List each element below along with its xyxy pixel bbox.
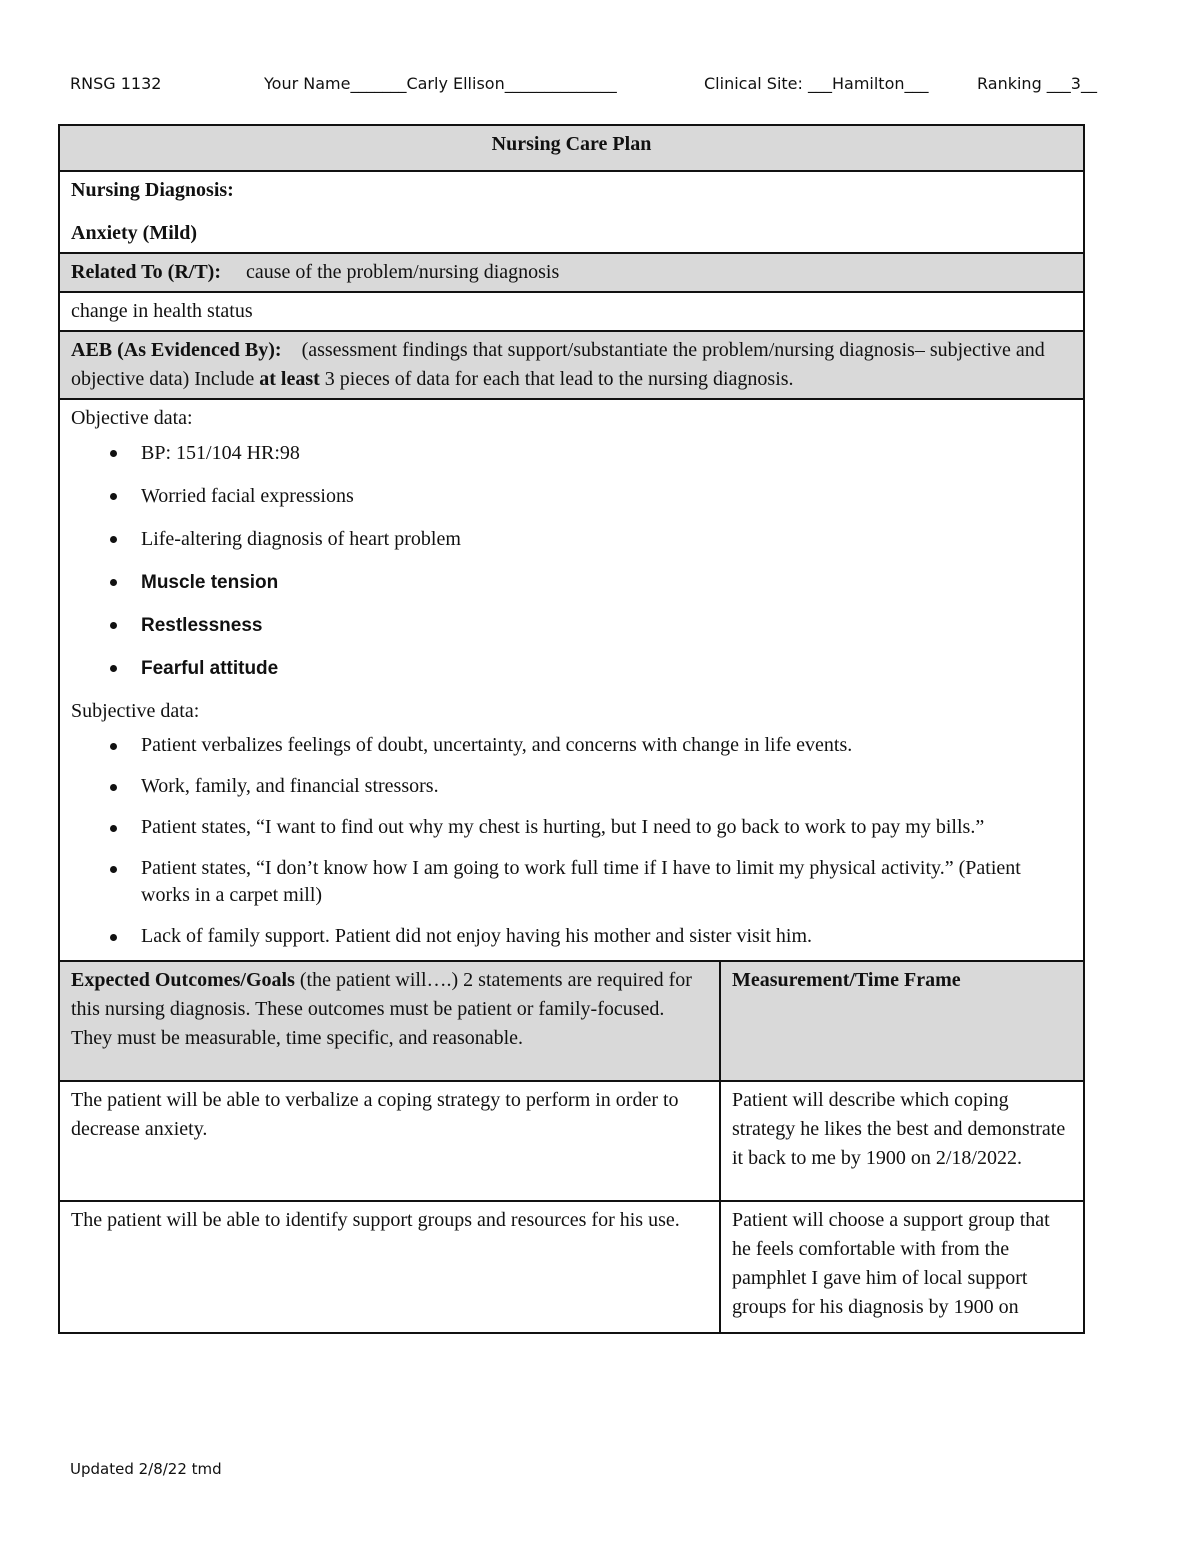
aeb-header xyxy=(59,331,1084,399)
list-item: Worried facial expressions xyxy=(141,482,1072,511)
list-item: Patient states, “I want to find out why my chest is hurting, but I need to go back to work to pay my bills.” xyxy=(141,814,1072,841)
list-item: Life-altering diagnosis of heart problem xyxy=(141,525,1072,554)
aeb-hint-bold: at least xyxy=(259,368,320,390)
diagnosis-value: Anxiety (Mild) xyxy=(71,222,198,244)
goal-1: The patient will be able to verbalize a coping strategy to perform in order to decrease anxiety. xyxy=(59,1081,720,1201)
subjective-list xyxy=(71,732,1072,950)
evidence-cell xyxy=(59,399,1084,961)
ranking: Ranking ___3__ xyxy=(977,74,1097,93)
measurement-header: Measurement/Time Frame xyxy=(720,961,1084,1081)
list-item: Patient states, “I don’t know how I am going to work full time if I have to limit my physical activity.” (Patient works in a carpet mill) xyxy=(141,855,1072,909)
measure-1: Patient will describe which coping strategy he likes the best and demonstrate it back to me by 1900 on 2/18/2022. xyxy=(720,1081,1084,1201)
goals-header xyxy=(59,961,720,1081)
related-label: Related To (R/T): xyxy=(71,261,221,283)
diagnosis-cell xyxy=(59,171,1084,253)
related-value: change in health status xyxy=(59,292,1084,331)
measure-2: Patient will choose a support group that he feels comfortable with from the pamphlet I gave him of local support groups for his diagnosis by 1900 on xyxy=(720,1201,1084,1333)
subjective-label: Subjective data: xyxy=(71,700,200,722)
list-item: BP: 151/104 HR:98 xyxy=(141,439,1072,468)
list-item: Fearful attitude xyxy=(141,654,1072,683)
objective-list xyxy=(71,439,1072,683)
list-item: Work, family, and financial stressors. xyxy=(141,773,1072,800)
list-item: Restlessness xyxy=(141,611,1072,640)
clinical-site: Clinical Site: ___Hamilton___ xyxy=(704,74,929,93)
aeb-label: AEB (As Evidenced By): xyxy=(71,339,282,361)
goal-2: The patient will be able to identify support groups and resources for his use. xyxy=(59,1201,720,1333)
student-name: Your Name_______Carly Ellison______________ xyxy=(264,74,617,93)
objective-label: Objective data: xyxy=(71,407,193,429)
goals-label: Expected Outcomes/Goals xyxy=(71,969,295,991)
list-item: Patient verbalizes feelings of doubt, uncertainty, and concerns with change in life events. xyxy=(141,732,1072,759)
related-hint: cause of the problem/nursing diagnosis xyxy=(246,261,560,283)
aeb-hint: (assessment findings that support/substantiate the problem/nursing diagnosis– subjective and objective data) Include xyxy=(71,339,1045,390)
related-to-header xyxy=(59,253,1084,292)
list-item: Lack of family support. Patient did not enjoy having his mother and sister visit him. xyxy=(141,923,1072,950)
care-plan-table xyxy=(58,124,1085,1334)
care-plan-title: Nursing Care Plan xyxy=(59,125,1084,171)
goals-hint: (the patient will….) 2 statements are required for this nursing diagnosis. These outcomes must be patient or family-focused. They must be measurable, time specific, and reasonable. xyxy=(71,969,692,1049)
course-code: RNSG 1132 xyxy=(70,74,162,93)
page-header xyxy=(70,74,1130,98)
list-item: Muscle tension xyxy=(141,568,1072,597)
diagnosis-label: Nursing Diagnosis: xyxy=(71,179,234,201)
footer-note: Updated 2/8/22 tmd xyxy=(70,1460,222,1478)
aeb-hint-end: 3 pieces of data for each that lead to the nursing diagnosis. xyxy=(319,368,794,390)
